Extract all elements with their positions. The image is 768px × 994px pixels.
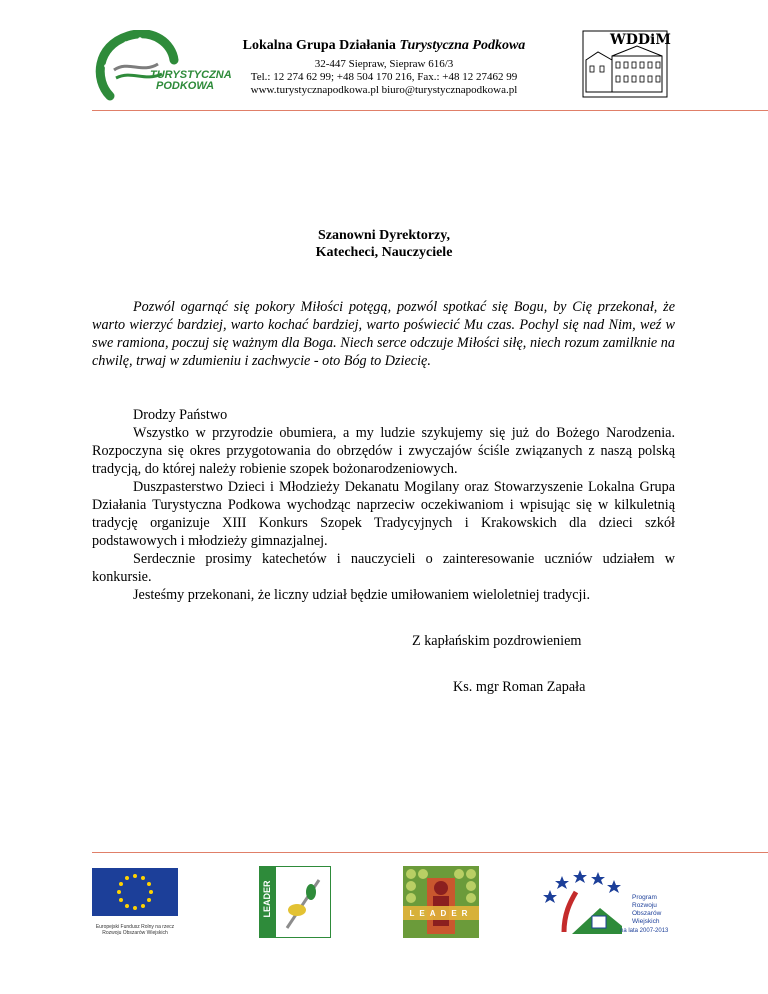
quote-paragraph: Pozwól ogarnąć się pokory Miłości potęgą, pozwól spotkać się Bogu, by Cię przekonał, że warto wierzyć bardziej, warto kochać bardziej, warto poświecić Mu czas. Pochyl się nad Nim, weź w swe ramiona, poczuj się ważnym dla Boga. Niech serce odczuje Miłości siłę, niech rozum zamilknie na chwilę, trwaj w zdumieniu i zachwycie - oto Bóg to Dziecię. (92, 299, 675, 369)
leader-mosaic-text: LEADER (409, 909, 473, 918)
prow-line5: na lata 2007-2013 (620, 928, 669, 934)
eu-flag-logo (92, 868, 178, 936)
prow-line4: Wiejskich (632, 918, 660, 925)
org-title-italic: Turystyczna Podkowa (399, 38, 526, 53)
prow-logo (542, 866, 692, 938)
leader-logo (259, 866, 331, 938)
prow-emblem-icon (542, 866, 630, 938)
paragraph-2: Duszpasterstwo Dzieci i Młodzieży Dekanatu Mogilany oraz Stowarzyszenie Lokalna Grupa Działania Turystyczna Podkowa wychodząc naprzeciw oczekiwaniom i wpisując się w kilkuletnią tradycję organizuje XIII Konkurs Szopek Tradycyjnych i Krakowskich dla dzieci szkół podstawowych i młodzieży gimnazjalnej. (92, 479, 675, 549)
mosaic-icon (403, 866, 479, 938)
salutation-line1: Szanowni Dyrektorzy, (318, 228, 450, 243)
footer-rule (92, 852, 768, 853)
paragraph-1: Wszystko w przyrodzie obumiera, a my ludzie szykujemy się już do Bożego Narodzenia. Rozpoczyna się okres przygotowania do obrzędów i zwyczajów ściśle związanych z naszą polską tradycją, do której należy robienie szopek bożonarodzeniowych. (92, 425, 675, 477)
org-phone: Tel.: 12 274 62 99; +48 504 170 216, Fax.: +48 12 27462 99 (250, 71, 518, 83)
closing: Z kapłańskim pozdrowieniem (412, 633, 582, 649)
greeting: Drodzy Państwo (133, 407, 228, 423)
eu-flag-icon (92, 868, 178, 916)
prow-line1: Program (632, 894, 657, 901)
prow-line2: Rozwoju (632, 902, 657, 909)
signatory-name: Ks. mgr Roman Zapała (453, 679, 586, 695)
prow-line3: Obszarów (632, 910, 662, 917)
salutation-line2: Katecheci, Nauczyciele (315, 245, 453, 260)
org-address: 32-447 Siepraw, Siepraw 616/3 (314, 58, 454, 70)
org-title-plain: Lokalna Grupa Działania (242, 38, 400, 53)
logo-wddim (582, 30, 671, 98)
logo-text-line1: TURYSTYCZNA (150, 69, 232, 81)
logo-text-line2: PODKOWA (156, 80, 215, 92)
paragraph-4: Jesteśmy przekonani, że liczny udział będzie umiłowaniem wieloletniej tradycji. (133, 587, 590, 603)
paragraph-3: Serdecznie prosimy katechetów i nauczycieli o zainteresowanie uczniów udziałem w konkursie. (92, 551, 675, 585)
leader-text: LEADER (262, 880, 272, 918)
leader-mosaic-logo (403, 866, 479, 938)
wddim-text: WDDiM (610, 32, 671, 48)
org-web: www.turystycznapodkowa.pl biuro@turystycznapodkowa.pl (250, 84, 518, 96)
header-rule (92, 110, 768, 111)
eu-caption: Europejski Fundusz Rolny na rzecz Rozwoju Obszarów Wiejskich (95, 924, 175, 936)
